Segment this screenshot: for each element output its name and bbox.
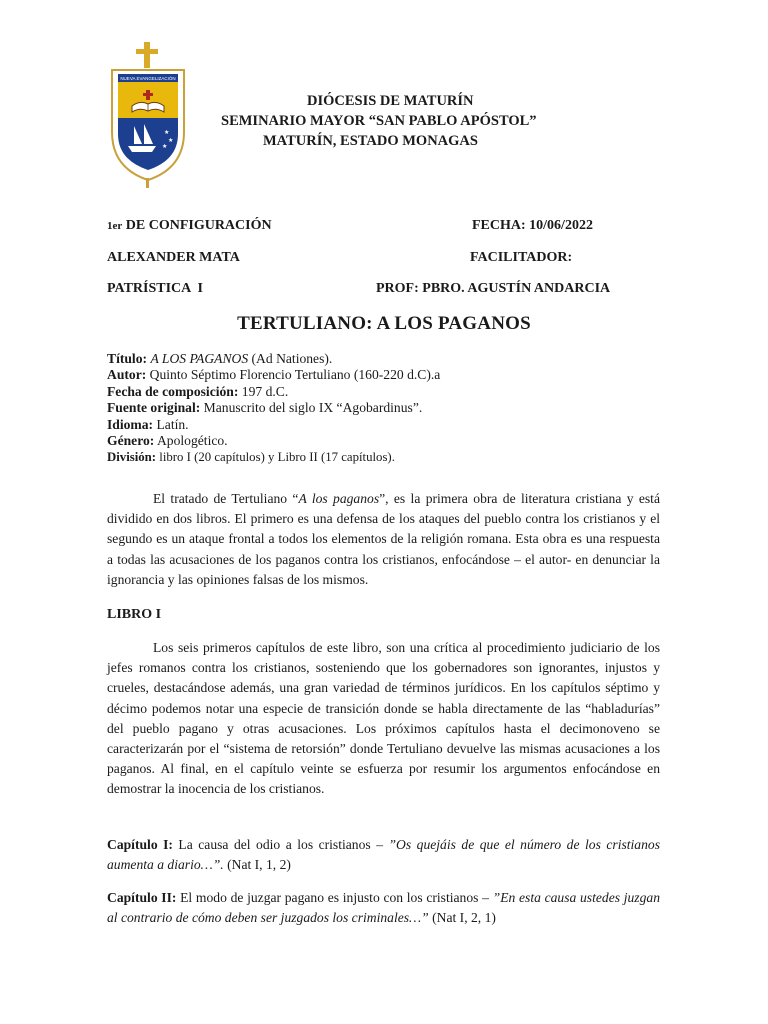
diocese-crest-logo [108, 40, 188, 190]
field-genero [107, 433, 667, 449]
student-name: ALEXANDER MATA [107, 250, 240, 265]
field-label: Género: [107, 433, 155, 449]
libro-i-paragraph: Los seis primeros capítulos de este libro, son una crítica al procedimiento judiciario de los jefes romanos contra los cristianos, sosteniendo que los gobernadores son ignorantes, injustos y crueles, destacándose además, una gran variedad de términos jurídicos. En los capítulos séptimo y décimo podemos notar una especie de transición donde se habla directamente de las “habladurías” del pueblo pagano y otras acusaciones. Los próximos capítulos hasta el decimonoveno se caracterizarán por el “sistema de retorsión” donde Tertuliano devuelve las mismas acusaciones a los paganos. Al final, en el capítulo veinte se esfuerza por resumir los argumentos enfocándose en demostrar la inocencia de los cristianos. [107, 640, 660, 797]
course-ordinal: 1er [107, 220, 123, 232]
field-fecha [107, 384, 667, 400]
field-italic-value: A LOS PAGANOS [150, 351, 249, 366]
svg-text:★: ★ [168, 137, 174, 144]
intro-italic-title: A los paganos [298, 491, 380, 506]
field-label: Título: [107, 351, 148, 366]
course-text: DE CONFIGURACIÓN [122, 218, 272, 233]
field-value: libro I (20 capítulos) y Libro II (17 capítulos). [156, 450, 395, 465]
field-titulo [107, 351, 667, 367]
chapter-2 [107, 888, 660, 928]
field-value: Quinto Séptimo Florencio Tertuliano (160-220 d.C).a [146, 367, 441, 383]
field-label: Fecha de composición: [107, 383, 239, 399]
field-value: Latín. [153, 416, 189, 432]
field-value: Manuscrito del siglo IX “Agobardinus”. [200, 400, 423, 416]
chapter-text: El modo de juzgar pagano es injusto con los cristianos – [176, 890, 493, 905]
svg-text:★: ★ [164, 129, 170, 136]
subject-label: PATRÍSTICA I [107, 281, 203, 296]
intro-text-rest: ”, es la primera obra de literatura cristiana y está dividido en dos libros. El primero es una defensa de los ataques del pueblo contra los cristianos y el segundo es un ataque frontal a todos los elementos de la religión romana. Esta obra es una respuesta a todas las acusaciones de los paganos contra los cristianos, enfocándose – el autor- en denunciar la ignorancia y las opiniones falsas de los mismos. [107, 491, 660, 587]
date-label: FECHA: 10/06/2022 [472, 218, 593, 233]
chapter-ref: (Nat I, 1, 2) [223, 857, 291, 873]
chapter-quote: ”Os quejáis de que el número de los cristianos aumenta a diario…”. [107, 837, 660, 873]
field-fuente [107, 400, 667, 416]
field-value: Apologético. [154, 433, 228, 449]
field-division [107, 449, 667, 465]
chapter-text: La causa del odio a los cristianos – [172, 837, 389, 852]
header-location: MATURÍN, ESTADO MONAGAS [263, 133, 478, 149]
svg-text:★: ★ [162, 143, 168, 150]
field-label: Autor: [107, 367, 147, 383]
header-seminary: SEMINARIO MAYOR “SAN PABLO APÓSTOL” [221, 113, 537, 129]
field-label: Fuente original: [107, 400, 201, 416]
professor-label: PROF: PBRO. AGUSTÍN ANDARCIA [376, 281, 611, 296]
intro-paragraph [107, 489, 660, 590]
crest-banner-text: NUEVA EVANGELIZACIÓN [120, 76, 176, 81]
chapter-label: Capítulo II: [107, 890, 177, 905]
document-title: TERTULIANO: A LOS PAGANOS [237, 313, 531, 334]
crest-icon [108, 40, 188, 190]
field-label: División: [107, 450, 157, 465]
intro-text-start: El tratado de Tertuliano “ [153, 491, 299, 506]
header-diocese: DIÓCESIS DE MATURÍN [307, 93, 474, 109]
course-label [107, 218, 272, 234]
field-autor [107, 367, 667, 383]
facilitator-label: FACILITADOR: [470, 250, 573, 265]
field-idioma [107, 417, 667, 433]
chapter-1 [107, 835, 660, 875]
field-label: Idioma: [107, 416, 154, 432]
chapter-quote: ”En esta causa ustedes juzgan al contrario de cómo deben ser juzgados los criminales…” [107, 890, 660, 926]
chapter-ref: (Nat I, 2, 1) [428, 910, 496, 926]
field-value: 197 d.C. [238, 383, 289, 399]
chapter-label: Capítulo I: [107, 837, 173, 852]
field-value: (Ad Nationes). [248, 351, 333, 366]
section-heading-libro-i: LIBRO I [107, 607, 162, 622]
work-details [107, 351, 667, 466]
